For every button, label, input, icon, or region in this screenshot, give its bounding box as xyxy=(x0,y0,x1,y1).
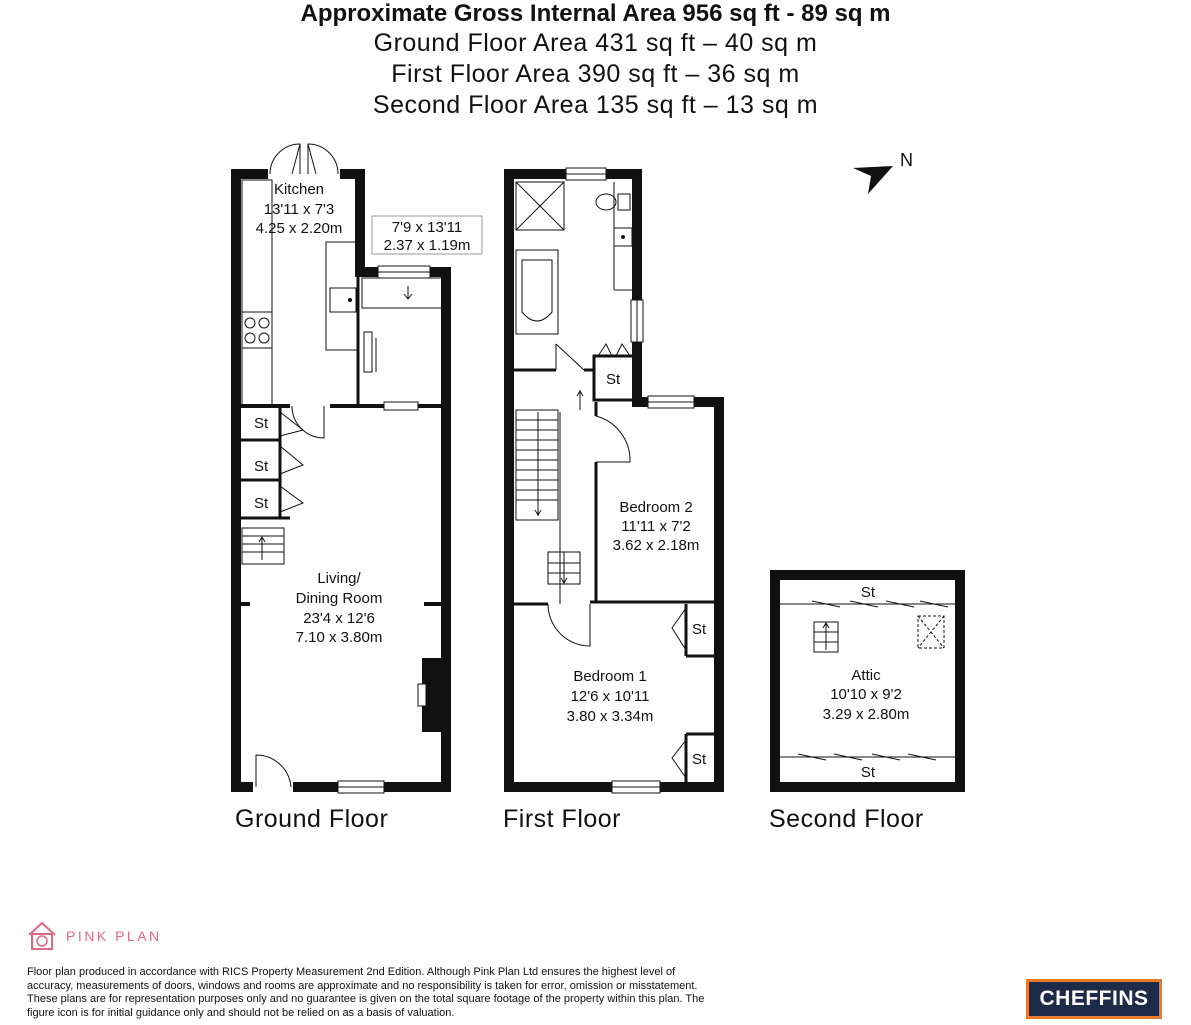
bedroom1-name: Bedroom 1 xyxy=(573,668,647,685)
ground-floor-area: Ground Floor Area 431 sq ft – 40 sq m xyxy=(373,29,818,57)
store-label: St xyxy=(254,415,269,432)
kitchen-metric: 4.25 x 2.20m xyxy=(255,220,343,237)
living-name-line2: Dining Room xyxy=(295,590,383,607)
bedroom1-metric: 3.80 x 3.34m xyxy=(566,708,654,725)
utility-metric: 2.37 x 1.19m xyxy=(383,237,471,254)
store-label: St xyxy=(692,751,707,768)
attic-imperial: 10'10 x 9'2 xyxy=(830,686,902,703)
store-label: St xyxy=(606,371,621,388)
gross-area-title: Approximate Gross Internal Area 956 sq ft - 89 sq m xyxy=(300,0,891,27)
first-floor-label: First Floor xyxy=(503,805,621,833)
store-label: St xyxy=(254,458,269,475)
disclaimer-text: Floor plan produced in accordance with RICS Property Measurement 2nd Edition. Although Pink Plan Ltd ensures the highest level of accuracy, measurements of doors, windows and rooms are approximate and no responsibility is taken for error, omission or misstatement. These plans are for representation purposes only and no guarantee is given on the total square footage of the property within this plan. The figure icon is for initial guidance only and should not be relied on as a basis of valuation. xyxy=(27,966,705,1019)
living-imperial: 23'4 x 12'6 xyxy=(303,610,375,627)
compass-arrow-icon xyxy=(853,166,893,194)
living-metric: 7.10 x 3.80m xyxy=(295,629,383,646)
pink-plan-logo xyxy=(26,920,162,952)
kitchen-imperial: 13'11 x 7'3 xyxy=(263,201,335,218)
store-label: St xyxy=(254,495,269,512)
attic-metric: 3.29 x 2.80m xyxy=(822,706,910,723)
store-label: St xyxy=(860,764,876,781)
cheffins-logo: CHEFFINS xyxy=(1026,979,1162,1019)
bedroom1-imperial: 12'6 x 10'11 xyxy=(570,688,650,705)
utility-imperial: 7'9 x 13'11 xyxy=(391,219,463,236)
first-floor-area: First Floor Area 390 sq ft – 36 sq m xyxy=(391,60,800,88)
compass-north-label: N xyxy=(900,150,913,170)
second-floor-label: Second Floor xyxy=(769,805,924,833)
bedroom2-name: Bedroom 2 xyxy=(619,499,693,516)
living-name-line1: Living/ xyxy=(317,570,361,587)
kitchen-name: Kitchen xyxy=(273,181,325,198)
bedroom2-metric: 3.62 x 2.18m xyxy=(612,537,700,554)
house-logo-icon xyxy=(26,920,58,952)
attic-name: Attic xyxy=(851,667,881,684)
bedroom2-imperial: 11'11 x 7'2 xyxy=(621,518,691,535)
second-floor-area: Second Floor Area 135 sq ft – 13 sq m xyxy=(372,91,819,119)
ground-floor-label: Ground Floor xyxy=(235,805,389,833)
store-label: St xyxy=(860,584,876,601)
store-label: St xyxy=(692,621,707,638)
pink-plan-wordmark: PINK PLAN xyxy=(66,928,162,944)
